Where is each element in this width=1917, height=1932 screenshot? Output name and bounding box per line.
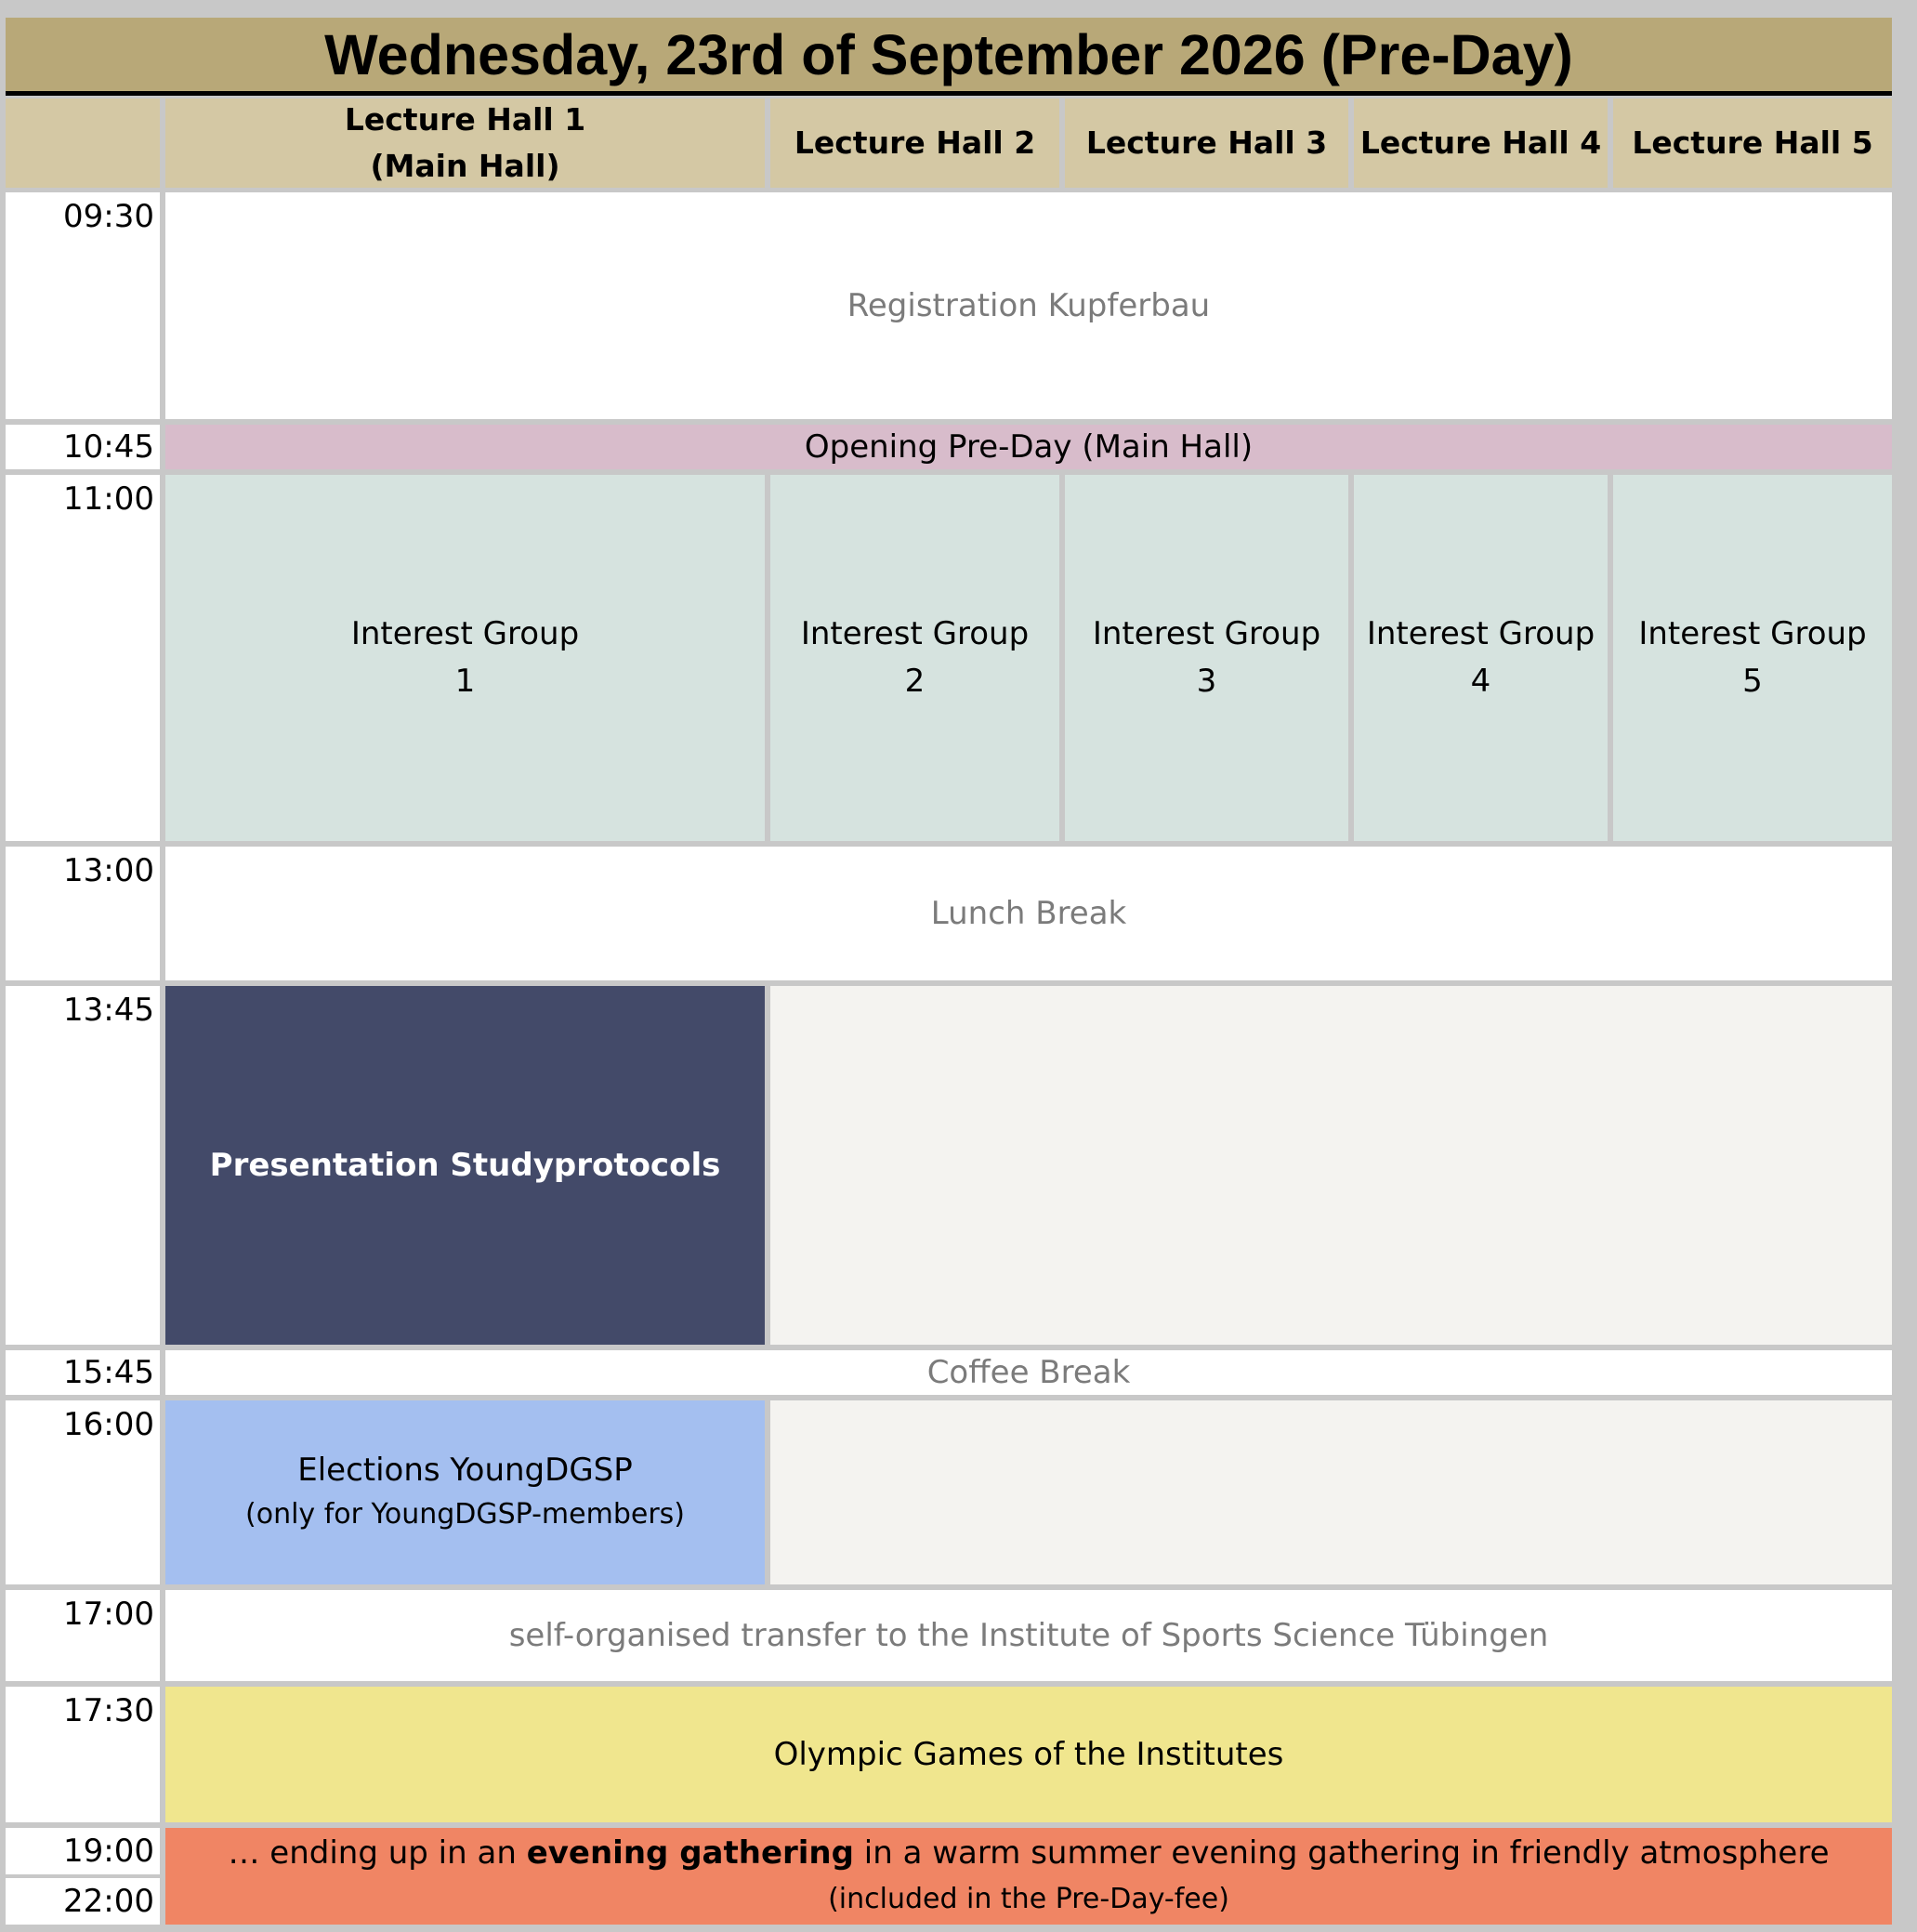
hall-header-1 — [165, 99, 765, 188]
time-label: 09:30 — [6, 192, 160, 419]
registration-block — [165, 192, 1892, 419]
elections-block — [165, 1400, 765, 1584]
page-title: Wednesday, 23rd of September 2026 (Pre-Day) — [6, 18, 1892, 96]
interest-group-5 — [1613, 475, 1892, 841]
time-label: 16:00 — [6, 1400, 160, 1584]
hall-header-5: Lecture Hall 5 — [1613, 99, 1892, 188]
interest-group-5-line1: Interest Group — [1638, 615, 1867, 652]
hall-header-2: Lecture Hall 2 — [770, 99, 1059, 188]
opening-block — [165, 425, 1892, 469]
empty-slot — [770, 1400, 1892, 1584]
interest-group-2-line2: 2 — [904, 663, 926, 700]
evening-text-note: (included in the Pre-Day-fee) — [828, 1883, 1229, 1915]
elections-label: Elections YoungDGSP — [297, 1452, 633, 1489]
time-label: 11:00 — [6, 475, 160, 841]
time-label: 17:00 — [6, 1590, 160, 1681]
time-label: 15:45 — [6, 1350, 160, 1395]
interest-group-1-line2: 1 — [454, 663, 476, 700]
interest-group-2-line1: Interest Group — [800, 615, 1030, 652]
evening-text-post: in a warm summer evening gathering in friendly atmosphere — [853, 1834, 1840, 1872]
time-header-cell — [6, 99, 160, 188]
time-label: 22:00 — [6, 1878, 160, 1925]
elections-note: (only for YoungDGSP-members) — [245, 1498, 685, 1531]
hall-header-1-line1: Lecture Hall 1 — [344, 101, 586, 138]
evening-gathering-text — [169, 1831, 1888, 1922]
time-label: 13:45 — [6, 986, 160, 1345]
interest-group-4-label: Interest Group 4 — [1366, 615, 1595, 700]
olympic-games-block — [165, 1687, 1892, 1822]
time-label: 10:45 — [6, 425, 160, 469]
interest-group-5-line2: 5 — [1742, 663, 1763, 700]
empty-slot — [770, 986, 1892, 1345]
presentation-block — [165, 986, 765, 1345]
time-label: 13:00 — [6, 847, 160, 980]
coffee-block — [165, 1350, 1892, 1395]
hall-header-3: Lecture Hall 3 — [1065, 99, 1348, 188]
time-label: 19:00 — [6, 1828, 160, 1874]
interest-group-3 — [1065, 475, 1348, 841]
olympic-games-label: Olympic Games of the Institutes — [773, 1736, 1284, 1773]
transfer-label: self-organised transfer to the Institute of Sports Science Tübingen — [508, 1617, 1549, 1654]
interest-group-3-line2: 3 — [1196, 663, 1217, 700]
interest-group-2 — [770, 475, 1059, 841]
interest-group-1 — [165, 475, 765, 841]
time-label: 17:30 — [6, 1687, 160, 1822]
lunch-label: Lunch Break — [930, 895, 1127, 932]
hall-header-4: Lecture Hall 4 — [1354, 99, 1608, 188]
evening-text-pre: … ending up in an — [228, 1834, 527, 1872]
transfer-block — [165, 1590, 1892, 1681]
hall-header-1-line2: (Main Hall) — [370, 148, 560, 184]
registration-label: Registration Kupferbau — [847, 287, 1211, 324]
interest-group-3-line1: Interest Group — [1092, 615, 1321, 652]
coffee-label: Coffee Break — [926, 1354, 1131, 1391]
interest-group-4 — [1354, 475, 1608, 841]
lunch-block — [165, 847, 1892, 980]
interest-group-1-line1: Interest Group — [350, 615, 580, 652]
presentation-label: Presentation Studyprotocols — [209, 1147, 721, 1184]
evening-gathering-block — [165, 1828, 1892, 1925]
evening-text-bold: evening gathering — [526, 1834, 854, 1872]
opening-label: Opening Pre-Day (Main Hall) — [804, 428, 1254, 466]
